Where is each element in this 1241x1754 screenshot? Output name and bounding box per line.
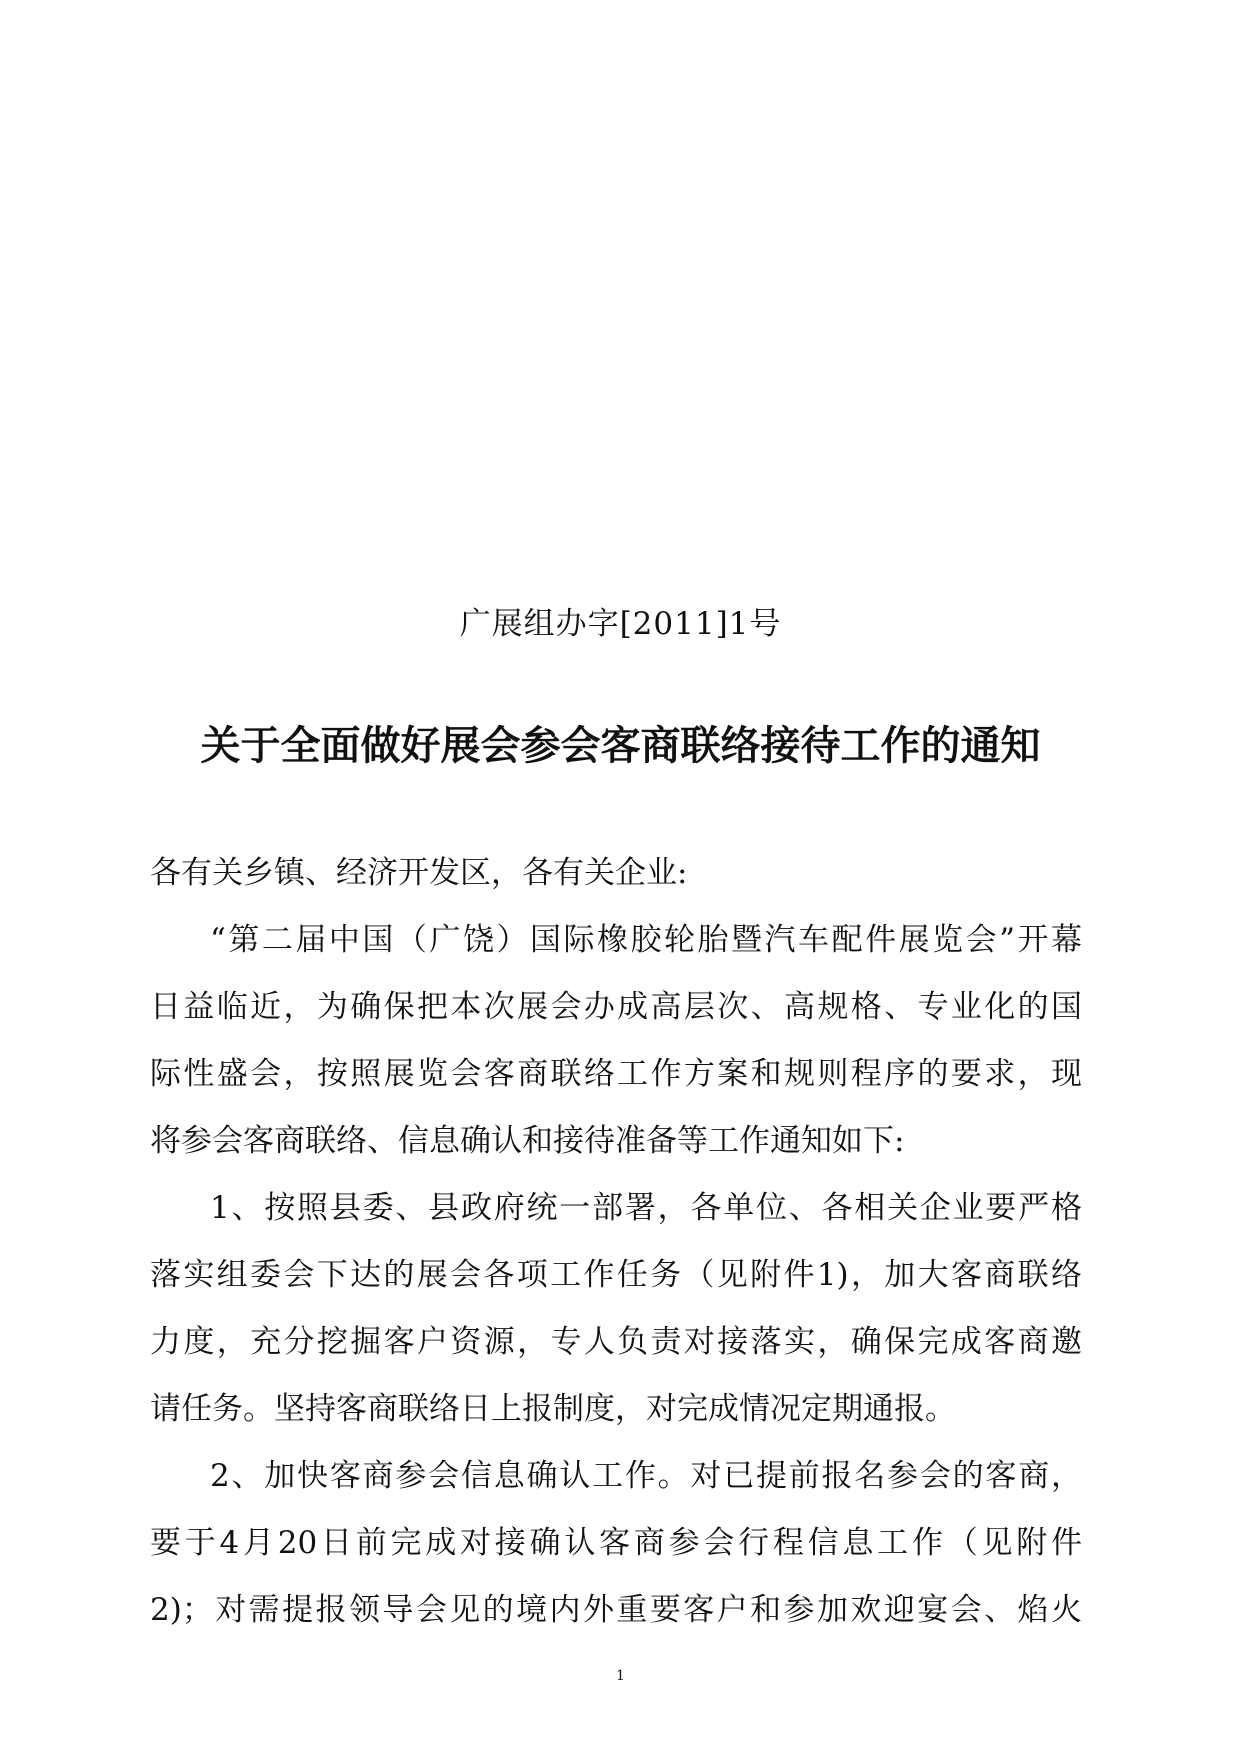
paragraph-line: 日益临近，为确保把本次展会办成高层次、高规格、专业化的国 xyxy=(150,989,1082,1025)
paragraph-line: “第二届中国（广饶）国际橡胶轮胎暨汽车配件展览会”开幕 xyxy=(210,922,1082,958)
document-title: 关于全面做好展会参会客商联络接待工作的通知 xyxy=(200,722,1041,769)
paragraph-line: 将参会客商联络、信息确认和接待准备等工作通知如下: xyxy=(150,1123,905,1159)
paragraph-line: 际性盛会，按照展览会客商联络工作方案和规则程序的要求，现 xyxy=(150,1056,1082,1092)
paragraph-line: 要于4月20日前完成对接确认客商参会行程信息工作（见附件 xyxy=(150,1525,1082,1561)
paragraph-line: 2、加快客商参会信息确认工作。对已提前报名参会的客商， xyxy=(210,1458,1082,1494)
paragraph-line: 1、按照县委、县政府统一部署，各单位、各相关企业要严格 xyxy=(210,1190,1082,1226)
salutation: 各有关乡镇、经济开发区，各有关企业: xyxy=(150,855,688,891)
paragraph-line: 2)；对需提报领导会见的境内外重要客户和参加欢迎宴会、焰火 xyxy=(150,1592,1082,1628)
paragraph-line: 请任务。坚持客商联络日上报制度，对完成情况定期通报。 xyxy=(150,1391,956,1427)
page-number: 1 xyxy=(616,1668,625,1684)
paragraph-line: 落实组委会下达的展会各项工作任务（见附件1)，加大客商联络 xyxy=(150,1257,1082,1293)
paragraph-line: 力度，充分挖掘客户资源，专人负责对接落实，确保完成客商邀 xyxy=(150,1324,1082,1360)
document-number: 广展组办字[2011]1号 xyxy=(459,606,782,642)
